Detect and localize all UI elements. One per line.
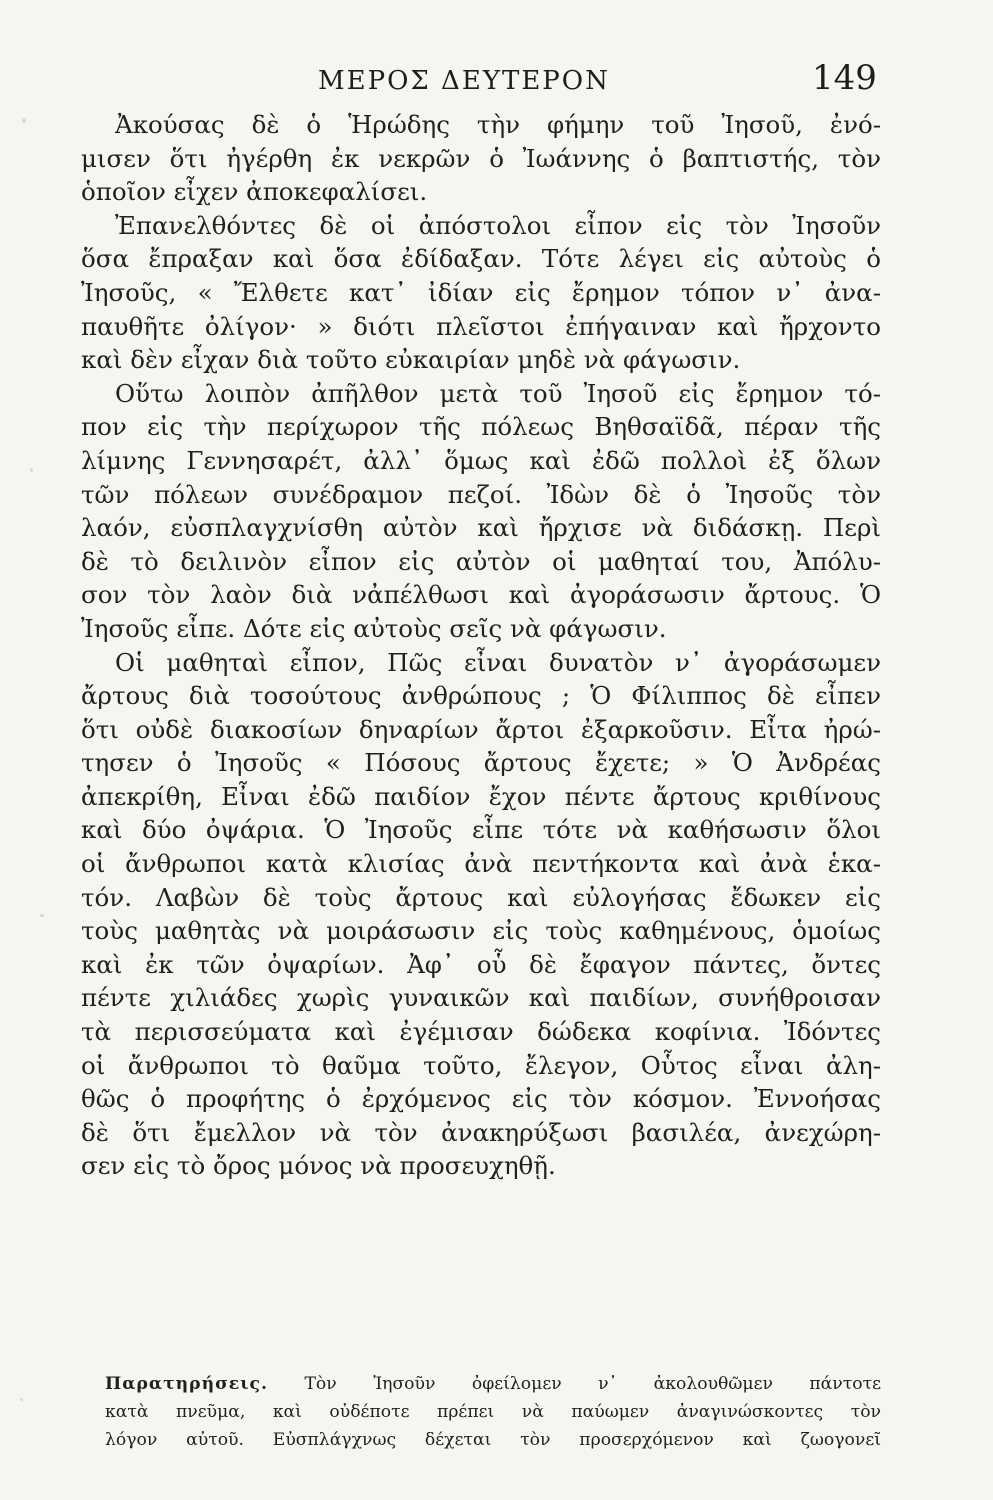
text-line: οἱ ἄνθρωποι κατὰ κλισίας ἀνὰ πεντήκοντα καὶ ἀνὰ ἑκα- <box>81 849 881 879</box>
paper-spot <box>30 468 33 472</box>
text-line: μισεν ὅτι ἠγέρθη ἐκ νεκρῶν ὁ Ἰωάννης ὁ βαπτιστής, τὸν <box>81 143 881 173</box>
paragraph <box>81 646 881 1184</box>
text-line: λαόν, εὐσπλαγχνίσθη αὐτὸν καὶ ἤρχισε νὰ διδάσκῃ. Περὶ <box>81 513 881 543</box>
paper-spot <box>20 1398 23 1401</box>
paragraph <box>81 377 881 646</box>
text-line: ὅσα ἔπραξαν καὶ ὅσα ἐδίδαξαν. Τότε λέγει εἰς αὐτοὺς ὁ <box>81 244 881 274</box>
text-line: πον εἰς τὴν περίχωρον τῆς πόλεως Βηθσαϊδᾶ, πέραν τῆς <box>81 412 881 442</box>
notes-line: κατὰ πνεῦμα, καὶ οὐδέποτε πρέπει νὰ παύωμεν ἀναγινώσκοντες τὸν <box>105 1402 881 1422</box>
text-line: Ἰησοῦς εἶπε. Δότε εἰς αὐτοὺς σεῖς νὰ φάγωσιν. <box>81 613 667 643</box>
notes-label: Παρατηρήσεις. <box>105 1374 268 1394</box>
text-line: παυθῆτε ὀλίγον· » διότι πλεῖστοι ἐπήγαιναν καὶ ἤρχοντο <box>81 311 881 341</box>
text-line: πέντε χιλιάδες χωρὶς γυναικῶν καὶ παιδίων, συνήθροισαν <box>81 983 881 1013</box>
text-line: Ἐπανελθόντες δὲ οἱ ἀπόστολοι εἶπον εἰς τὸν Ἰησοῦν <box>115 210 881 240</box>
text-line: καὶ ἐκ τῶν ὀψαρίων. Ἀφ᾽ οὗ δὲ ἔφαγον πάντες, ὄντες <box>81 949 881 979</box>
text-line: τὰ περισσεύματα καὶ ἐγέμισαν δώδεκα κοφίνια. Ἰδόντες <box>81 1017 881 1047</box>
text-line: ὁποῖον εἶχεν ἀποκεφαλίσει. <box>81 177 428 207</box>
text-line: τόν. Λαβὼν δὲ τοὺς ἄρτους καὶ εὐλογήσας ἔδωκεν εἰς <box>81 882 881 912</box>
running-header: ΜΕΡΟΣ ΔΕΥΤΕΡΟΝ <box>318 66 610 96</box>
text-line: τῶν πόλεων συνέδραμον πεζοί. Ἰδὼν δὲ ὁ Ἰησοῦς τὸν <box>81 479 881 509</box>
page-number: 149 <box>812 58 877 98</box>
text-line: δὲ ὅτι ἔμελλον νὰ τὸν ἀνακηρύξωσι βασιλέα, ἀνεχώρη- <box>81 1117 881 1147</box>
notes-first-line-text: Τὸν Ἰησοῦν ὀφείλομεν ν᾽ ἀκολουθῶμεν πάντοτε <box>304 1374 881 1394</box>
text-line: Ἰησοῦς, « Ἔλθετε κατ᾽ ἰδίαν εἰς ἔρημον τόπον ν᾽ ἀνα- <box>81 277 881 307</box>
text-line: τοὺς μαθητὰς νὰ μοιράσωσιν εἰς τοὺς καθημένους, ὁμοίως <box>81 916 881 946</box>
text-line: καὶ δύο ὀψάρια. Ὁ Ἰησοῦς εἶπε τότε νὰ καθήσωσιν ὅλοι <box>81 815 881 845</box>
text-line: δὲ τὸ δειλινὸν εἶπον εἰς αὐτὸν οἱ μαθηταί του, Ἀπόλυ- <box>81 546 881 576</box>
text-line: σεν εἰς τὸ ὄρος μόνος νὰ προσευχηθῇ. <box>81 1151 556 1181</box>
text-line: οἱ ἄνθρωποι τὸ θαῦμα τοῦτο, ἔλεγον, Οὗτος εἶναι ἀλη- <box>81 1050 881 1080</box>
notes-line: λόγον αὐτοῦ. Εὐσπλάγχνως δέχεται τὸν προσερχόμενον καὶ ζωογονεῖ <box>105 1430 881 1450</box>
text-line: Ἀκούσας δὲ ὁ Ἡρώδης τὴν φήμην τοῦ Ἰησοῦ, ἐνό- <box>115 110 881 139</box>
main-text <box>81 108 881 1183</box>
text-line: σον τὸν λαὸν διὰ νἀπέλθωσι καὶ ἀγοράσωσιν ἄρτους. Ὁ <box>81 580 881 610</box>
paragraph <box>81 108 881 209</box>
paper-spot <box>22 118 26 123</box>
paper-spot <box>40 914 44 917</box>
text-line: λίμνης Γεννησαρέτ, ἀλλ᾽ ὅμως καὶ ἐδῶ πολλοὶ ἐξ ὅλων <box>81 445 881 475</box>
text-line: ἀπεκρίθη, Εἶναι ἐδῶ παιδίον ἔχον πέντε ἄρτους κριθίνους <box>81 781 881 811</box>
paragraph <box>81 209 881 377</box>
text-line: καὶ δὲν εἶχαν διὰ τοῦτο εὐκαιρίαν μηδὲ νὰ φάγωσιν. <box>81 345 741 375</box>
text-line: τησεν ὁ Ἰησοῦς « Πόσους ἄρτους ἔχετε; » Ὁ Ἀνδρέας <box>81 748 881 778</box>
text-line: ἄρτους διὰ τοσούτους ἀνθρώπους ; Ὁ Φίλιππος δὲ εἶπεν <box>81 681 881 711</box>
text-line: Οἱ μαθηταὶ εἶπον, Πῶς εἶναι δυνατὸν ν᾽ ἀγοράσωμεν <box>115 647 881 677</box>
text-line: Οὕτω λοιπὸν ἀπῆλθον μετὰ τοῦ Ἰησοῦ εἰς ἔρημον τό- <box>115 378 881 408</box>
notes-first-line <box>105 1370 881 1398</box>
text-line: ὅτι οὐδὲ διακοσίων δηναρίων ἄρτοι ἐξαρκοῦσιν. Εἶτα ἠρώ- <box>81 714 881 744</box>
notes-section <box>105 1370 881 1454</box>
text-line: θῶς ὁ προφήτης ὁ ἐρχόμενος εἰς τὸν κόσμον. Ἐννοήσας <box>81 1084 881 1114</box>
